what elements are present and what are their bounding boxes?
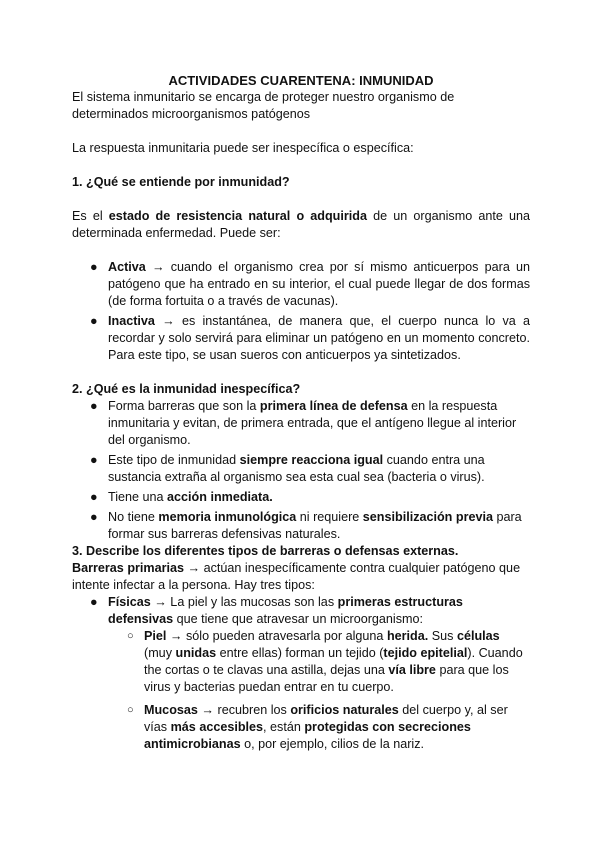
- question-1-answer: Es el estado de resistencia natural o adquirida de un organismo ante una determinada enfermedad. Puede ser:: [72, 209, 531, 240]
- physical-barriers-list: [72, 628, 530, 753]
- nonspecific-list: [72, 398, 530, 543]
- list-item: ● Forma barreras que son la primera línea de defensa en la respuesta inmunitaria y evitan, de primera entrada, que el antígeno llegue al interior del organismo.: [90, 399, 517, 447]
- document-page: [72, 72, 530, 753]
- bullet-icon: ●: [90, 260, 98, 274]
- question-3-heading: 3. Describe los diferentes tipos de barreras o defensas externas.: [72, 544, 459, 558]
- list-item-inactiva: ● Inactiva → es instantánea, de manera que, el cuerpo nunca lo va a recordar y solo servirá para eliminar un patógeno en un momento concreto. Para este tipo, se usan sueros con anticuerpos ya sintetizados.: [90, 314, 531, 362]
- list-item: ● No tiene memoria inmunológica ni requiere sensibilización previa para formar sus barreras defensivas naturales.: [90, 510, 522, 541]
- bullet-icon: ●: [90, 490, 98, 504]
- page-title: ACTIVIDADES CUARENTENA: INMUNIDAD: [168, 73, 434, 88]
- list-item: ● Tiene una acción inmediata.: [90, 490, 273, 504]
- barreras-primarias: Barreras primarias → actúan inespecíficamente contra cualquier patógeno que intente infectar a la persona. Hay tres tipos:: [72, 561, 521, 592]
- circle-bullet-icon: ○: [127, 630, 134, 642]
- bullet-icon: ●: [90, 453, 98, 467]
- list-item-activa: ● Activa → cuando el organismo crea por sí mismo anticuerpos para un patógeno que ha entrado en su interior, el cual puede llegar de dos formas (de forma fortuita o a través de vacunas).: [90, 260, 531, 308]
- list-item-fisicas: ● Físicas → La piel y las mucosas son las primeras estructuras defensivas que tiene que atravesar un microorganismo:: [90, 595, 463, 626]
- immunity-types-list: [72, 259, 530, 364]
- question-1-heading: 1. ¿Qué se entiende por inmunidad?: [72, 175, 290, 189]
- bullet-icon: ●: [90, 595, 98, 609]
- bullet-icon: ●: [90, 399, 98, 413]
- bullet-icon: ●: [90, 314, 98, 328]
- intro-paragraph: El sistema inmunitario se encarga de proteger nuestro organismo de determinados microorganismos patógenos: [72, 90, 455, 121]
- list-item: ● Este tipo de inmunidad siempre reacciona igual cuando entra una sustancia extraña al organismo sea esta cual sea (bacteria o virus).: [90, 453, 485, 484]
- circle-bullet-icon: ○: [127, 704, 134, 716]
- list-item-piel: ○ Piel → sólo pueden atravesarla por alguna herida. Sus células (muy unidas entre ellas) forman un tejido (tejido epitelial). Cuando the cortas o te clavas una astilla, dejas una vía libre para que los virus y bacterias puedan entrar en tu cuerpo.: [127, 629, 523, 694]
- intro-paragraph-2: La respuesta inmunitaria puede ser inespecífica o específica:: [72, 141, 414, 155]
- list-item-mucosas: ○ Mucosas → recubren los orificios naturales del cuerpo y, al ser vías más accesibles, están protegidas con secreciones antimicrobianas o, por ejemplo, cilios de la nariz.: [127, 703, 508, 751]
- bullet-icon: ●: [90, 510, 98, 524]
- barrier-types-list: [72, 594, 530, 628]
- question-2-heading: 2. ¿Qué es la inmunidad inespecífica?: [72, 382, 301, 396]
